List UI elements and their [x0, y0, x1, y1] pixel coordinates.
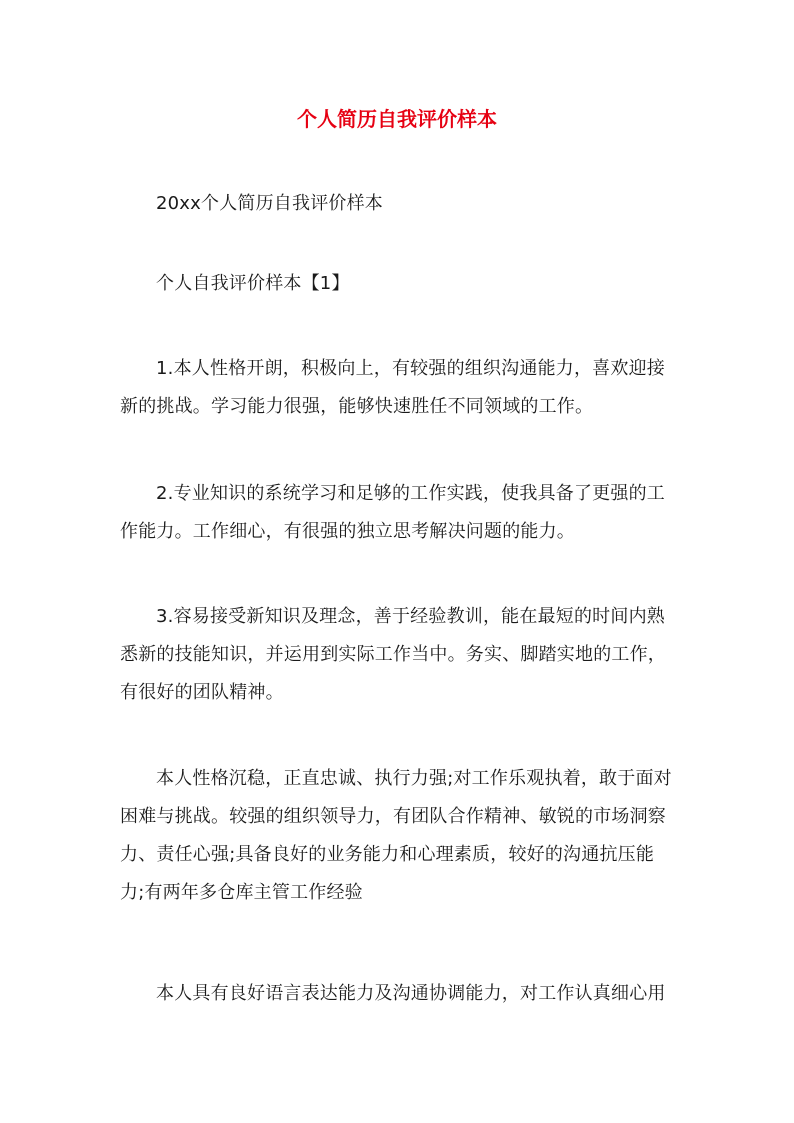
paragraph-evaluation-1: 本人性格沉稳，正直忠诚、执行力强;对工作乐观执着，敢于面对困难与挑战。较强的组织领导力，有团队合作精神、敏锐的市场洞察力、责任心强;具备良好的业务能力和心理素质，较好的沟通抗压能力;有两年多仓库主管工作经验	[120, 768, 672, 903]
paragraph-item-2: 2.专业知识的系统学习和足够的工作实践，使我具备了更强的工作能力。工作细心，有很强的独立思考解决问题的能力。	[120, 483, 665, 542]
paragraph-item-1: 1.本人性格开朗，积极向上，有较强的组织沟通能力，喜欢迎接新的挑战。学习能力很强，能够快速胜任不同领域的工作。	[120, 358, 665, 417]
paragraph-section-heading: 个人自我评价样本【1】	[156, 273, 350, 294]
document-title: 个人简历自我评价样本	[297, 107, 497, 131]
paragraph-evaluation-2: 本人具有良好语言表达能力及沟通协调能力，对工作认真细心用	[156, 983, 666, 1004]
paragraph-subtitle: 20xx个人简历自我评价样本	[156, 193, 384, 214]
paragraph-item-3: 3.容易接受新知识及理念，善于经验教训，能在最短的时间内熟悉新的技能知识，并运用到实际工作当中。务实、脚踏实地的工作，有很好的团队精神。	[120, 606, 666, 703]
